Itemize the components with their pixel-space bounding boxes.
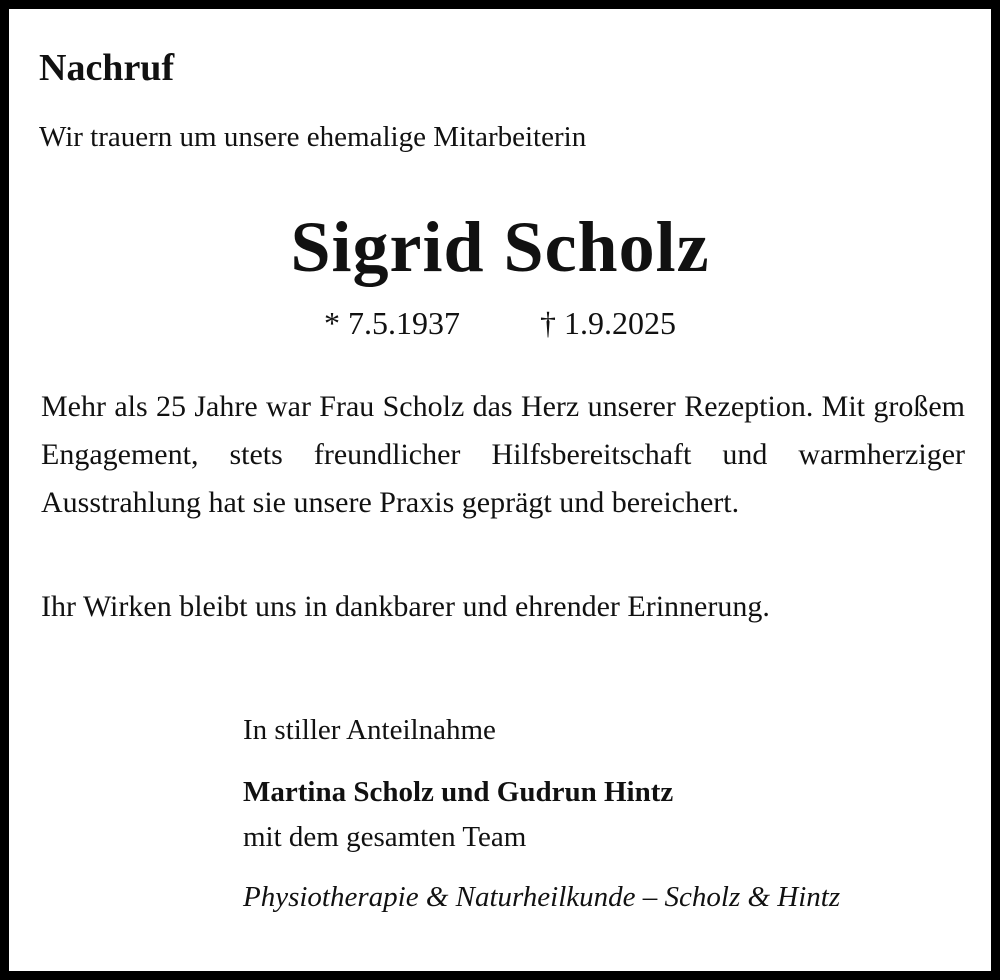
death-date: † 1.9.2025 bbox=[540, 305, 676, 341]
birth-date: * 7.5.1937 bbox=[324, 305, 460, 341]
practice-name: Physiotherapie & Naturheilkunde – Scholz & Hintz bbox=[243, 881, 841, 913]
body-paragraph: Mehr als 25 Jahre war Frau Scholz das Herz unserer Rezeption. Mit großem Engagement, stets freundlicher Hilfsbereitschaft und warmherziger Ausstrahlung hat sie unsere Praxis geprägt und bereichert. bbox=[41, 390, 965, 519]
sympathy-line: In stiller Anteilnahme bbox=[243, 714, 496, 746]
notice-heading: Nachruf bbox=[39, 47, 175, 89]
deceased-name: Sigrid Scholz bbox=[290, 207, 710, 287]
team-line: mit dem gesamten Team bbox=[243, 821, 527, 853]
intro-line: Wir trauern um unsere ehemalige Mitarbeiterin bbox=[39, 121, 587, 153]
life-dates bbox=[9, 305, 991, 342]
signers: Martina Scholz und Gudrun Hintz bbox=[243, 776, 674, 808]
body-paragraph: Ihr Wirken bleibt uns in dankbarer und ehrender Erinnerung. bbox=[41, 590, 770, 623]
